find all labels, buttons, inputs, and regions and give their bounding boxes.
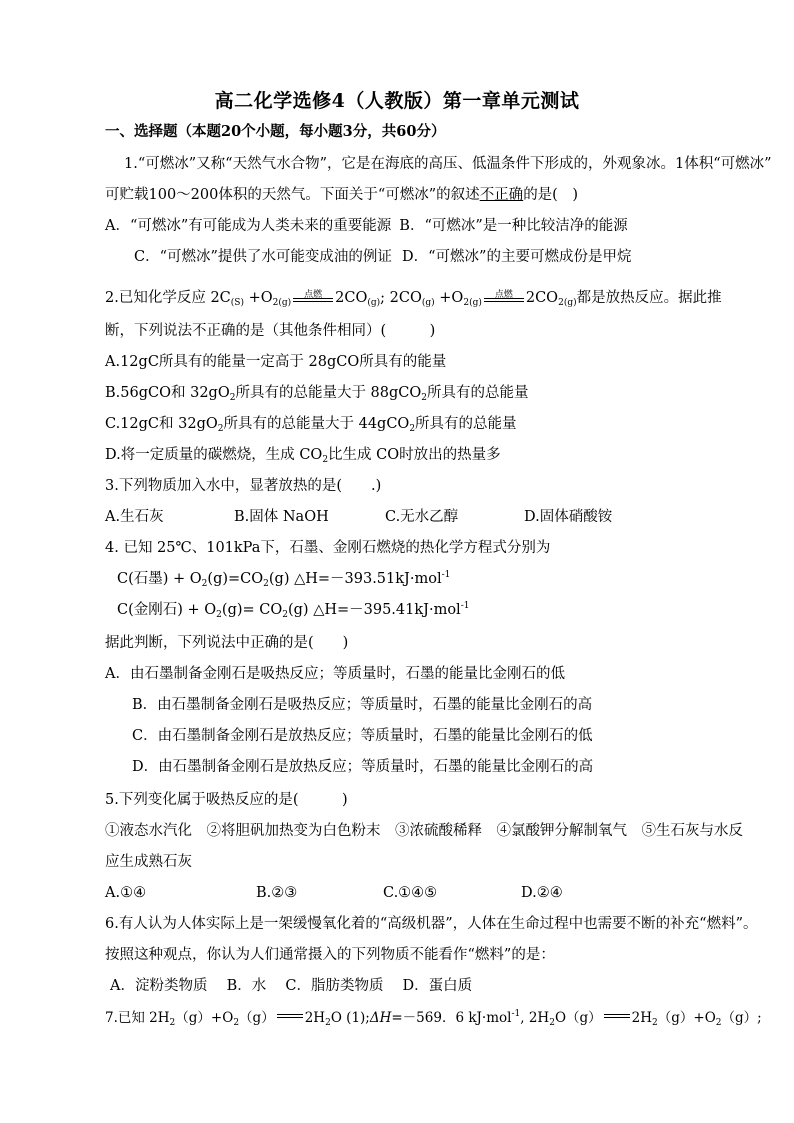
q4-equation-diamond: C(金刚石) + $O_2(g)= CO_2(g)$ △H=－395.41kJ·mol$^{-1}$ — [117, 601, 470, 620]
q5-items-line2: 应生成熟石灰 — [105, 854, 192, 870]
q2-option-d: D.将一定质量的碳燃烧，生成 $CO_2$比生成 CO时放出的热量多 — [105, 447, 501, 465]
q5-option-b: B.②③ — [256, 885, 298, 901]
equals-sign — [604, 1012, 630, 1022]
q5-stem: 5.下列变化属于吸热反应的是( ) — [105, 792, 348, 808]
q5-items-line1: ①液态水汽化 ②将胆矾加热变为白色粉末 ③浓硫酸稀释 ④氯酸钾分解制氧气 ⑤生石灰与水反 — [105, 823, 743, 839]
q1-option-a: A．“可燃冰”有可能成为人类未来的重要能源 — [105, 218, 392, 234]
q2-stem-line2: 断，下列说法不正确的是（其他条件相同）( ) — [105, 323, 436, 339]
q3-option-d: D.固体硝酸铵 — [524, 509, 613, 525]
q1-stem-line2: 可贮载100～200体积的天然气。下面关于“可燃冰”的叙述不正确的是( ) — [105, 187, 579, 203]
q3-option-a: A.生石灰 — [105, 509, 164, 525]
q1-stem-line1: 1.“可燃冰”又称“天然气水合物”，它是在海底的高压、低温条件下形成的，外观象冰。1体积“可燃冰” — [124, 156, 772, 172]
q4-option-b: B．由石墨制备金刚石是吸热反应；等质量时，石墨的能量比金刚石的高 — [132, 697, 593, 713]
q2-option-a: A.12gC所具有的能量一定高于 28gCO所具有的能量 — [105, 354, 447, 370]
q6-stem-line1: 6.有人认为人体实际上是一架缓慢氧化着的“高级机器”，人体在生命过程中也需要不断的补充“燃料”。 — [105, 916, 758, 932]
equals-sign — [277, 1012, 303, 1022]
section-heading: 一、选择题（本题20个小题，每小题3分，共60分） — [105, 123, 446, 140]
q2-stem-line1: 2.已知化学反应 $2C_{(S)} +O_{2(g)}$ 点燃 $2CO_{(g)}$; $2CO_{(g)} +O_{2(g)}$ 点燃 $2CO_{2(g)}$都是放热反应。据此推 — [105, 290, 722, 308]
q7-stem: 7.已知 $2H_2(g)+O_2(g)$ $2H_2O$ (1);ΔH=－569．6 kJ·mol$^{-1}$, $2H_2O(g)$ $2H_2(g)+O_2(g)$; — [105, 1009, 762, 1028]
q4-stem: 4. 已知 25℃、101kPa下，石墨、金刚石燃烧的热化学方程式分别为 — [105, 540, 551, 556]
q5-option-c: C.①④⑤ — [383, 885, 438, 901]
q3-option-b: B.固体 NaOH — [234, 509, 329, 525]
q5-option-d: D.②④ — [521, 885, 563, 901]
q4-equation-graphite: C(石墨) + $O_2(g)=CO_2(g)$ △H=－393.51kJ·mol$^{-1}$ — [117, 570, 451, 589]
q1-option-b: B．“可燃冰”是一种比较洁净的能源 — [399, 218, 628, 234]
q1-option-d: D．“可燃冰”的主要可燃成份是甲烷 — [402, 249, 632, 265]
reaction-condition-arrow: 点燃 — [484, 291, 524, 305]
q5-option-a: A.①④ — [105, 885, 147, 901]
q6-stem-line2: 按照这种观点，你认为人们通常摄入的下列物质不能看作“燃料”的是： — [105, 947, 555, 963]
q4-option-c: C．由石墨制备金刚石是放热反应；等质量时，石墨的能量比金刚石的低 — [132, 728, 593, 744]
q4-option-a: A．由石墨制备金刚石是吸热反应；等质量时，石墨的能量比金刚石的低 — [105, 666, 565, 682]
q4-lead: 据此判断，下列说法中正确的是( ) — [105, 635, 349, 651]
q2-option-c: C.12gC和 $32gO_2$所具有的总能量大于 44gCO$_2$所具有的总能量 — [105, 416, 517, 434]
q4-option-d: D．由石墨制备金刚石是放热反应；等质量时，石墨的能量比金刚石的高 — [132, 759, 594, 775]
page-title: 高二化学选修4（人教版）第一章单元测试 — [214, 90, 580, 112]
q3-stem: 3.下列物质加入水中，显著放热的是( .) — [105, 478, 382, 494]
q1-options-ab — [105, 216, 628, 236]
q2-option-b: B.56gCO和 $32gO_2$所具有的总能量大于 88gCO$_2$所具有的总能量 — [105, 385, 529, 403]
q3-option-c: C.无水乙醇 — [385, 509, 459, 525]
q6-options: A．淀粉类物质 B．水 C．脂肪类物质 D．蛋白质 — [110, 978, 473, 994]
q1-option-c: C．“可燃冰”提供了水可能变成油的例证 — [134, 249, 392, 265]
q1-emphasis: 不正确 — [479, 187, 524, 203]
reaction-condition-arrow: 点燃 — [293, 291, 333, 305]
